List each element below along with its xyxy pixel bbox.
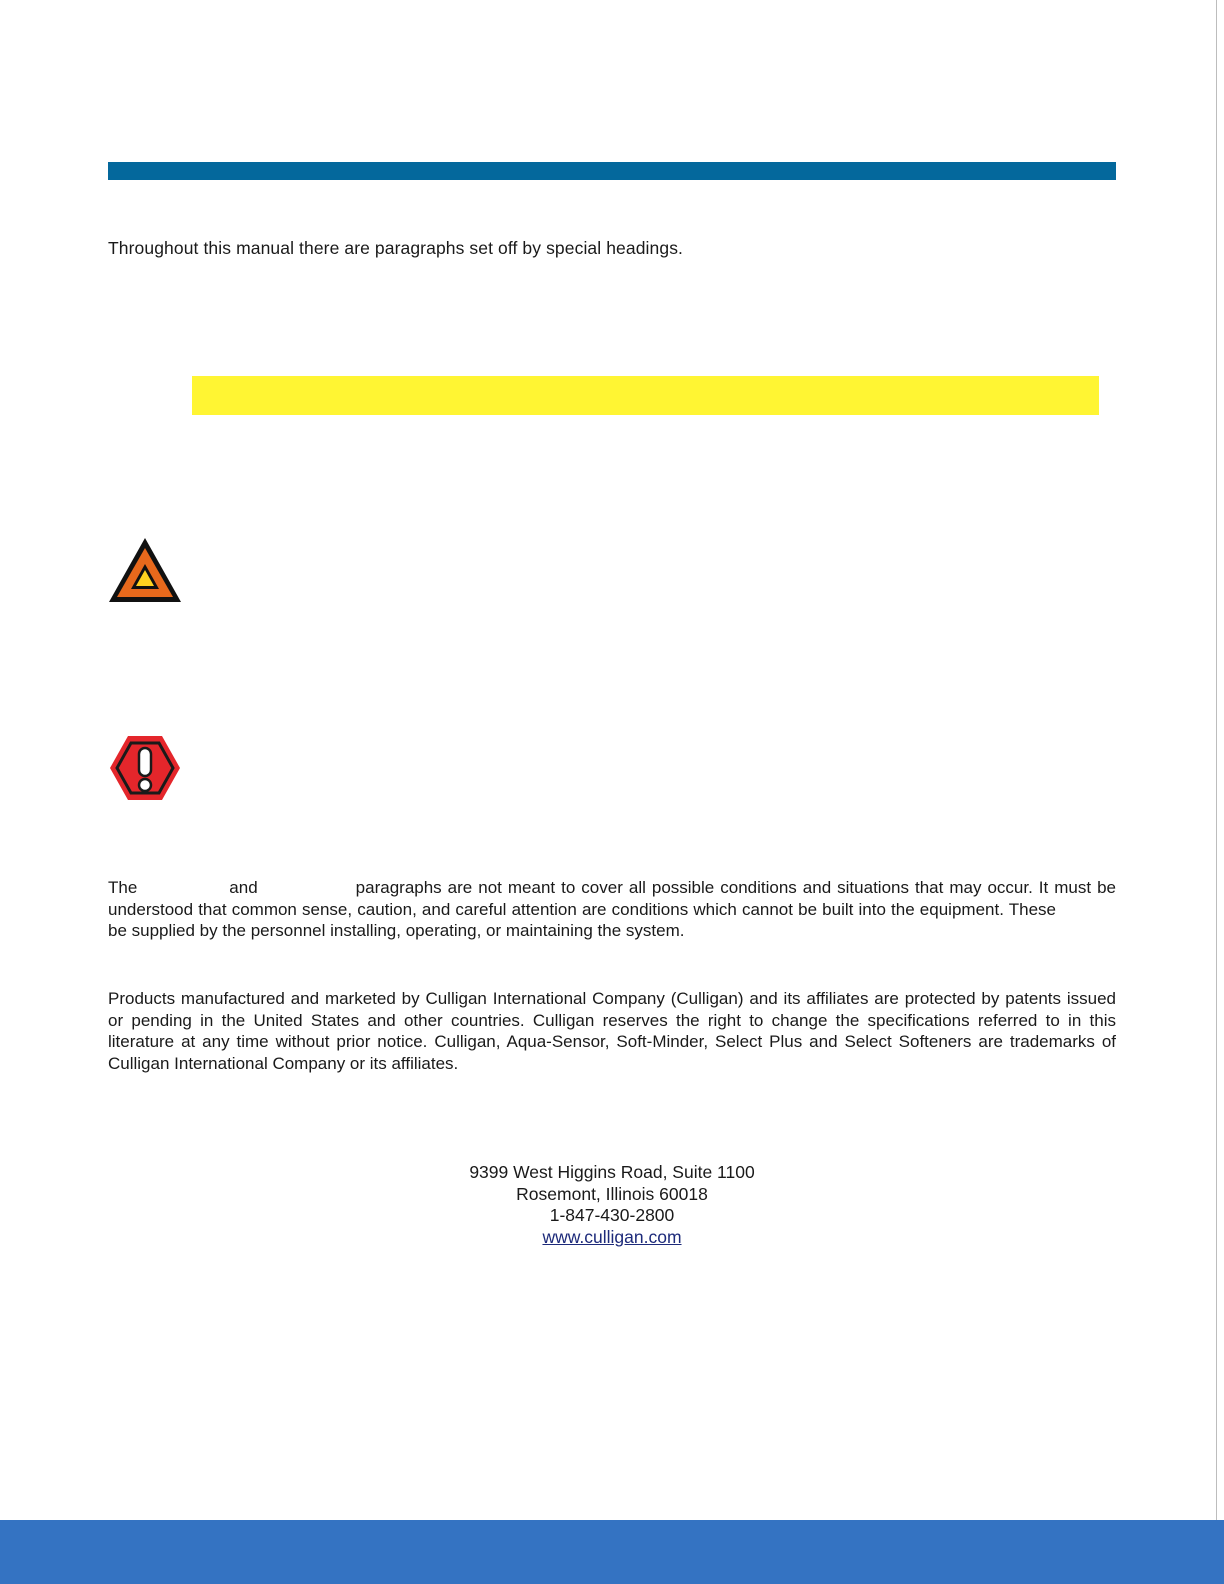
highlight-band	[192, 376, 1099, 415]
footer-band	[0, 1520, 1224, 1584]
page-edge-line	[1216, 0, 1217, 1520]
warning-triangle-icon	[108, 537, 182, 603]
company-address	[362, 1162, 862, 1248]
legal-paragraph: Products manufactured and marketed by Culligan International Company (Culligan) and its affiliates are protected by patents issued or pending in the United States and other countries. Culligan reserves the right to change the specifications referred to in this literature at any time without prior notice. Culligan, Aqua-Sensor, Soft-Minder, Select Plus and Select Softeners are trademarks of Culligan International Company or its affiliates.	[108, 989, 1116, 1073]
intro-text: Throughout this manual there are paragraphs set off by special headings.	[108, 238, 684, 258]
address-street: 9399 West Higgins Road, Suite 1100	[469, 1162, 755, 1182]
website-link[interactable]: www.culligan.com	[542, 1226, 682, 1247]
notice-text-end: be supplied by the personnel installing, operating, or maintaining the system.	[108, 921, 685, 940]
address-city: Rosemont, Illinois 60018	[516, 1183, 708, 1204]
notice-paragraph	[108, 877, 1116, 942]
notice-text-the: The	[108, 878, 138, 897]
caution-octagon-icon	[108, 734, 182, 802]
notice-text-main: paragraphs are not meant to cover all possible conditions and situations that may occur. It must be understood that common sense, caution, and careful attention are conditions which cannot be built into the equipment. These	[108, 878, 1116, 919]
address-phone: 1-847-430-2800	[549, 1205, 675, 1225]
notice-text-and: and	[229, 878, 258, 897]
header-bar	[108, 162, 1116, 180]
